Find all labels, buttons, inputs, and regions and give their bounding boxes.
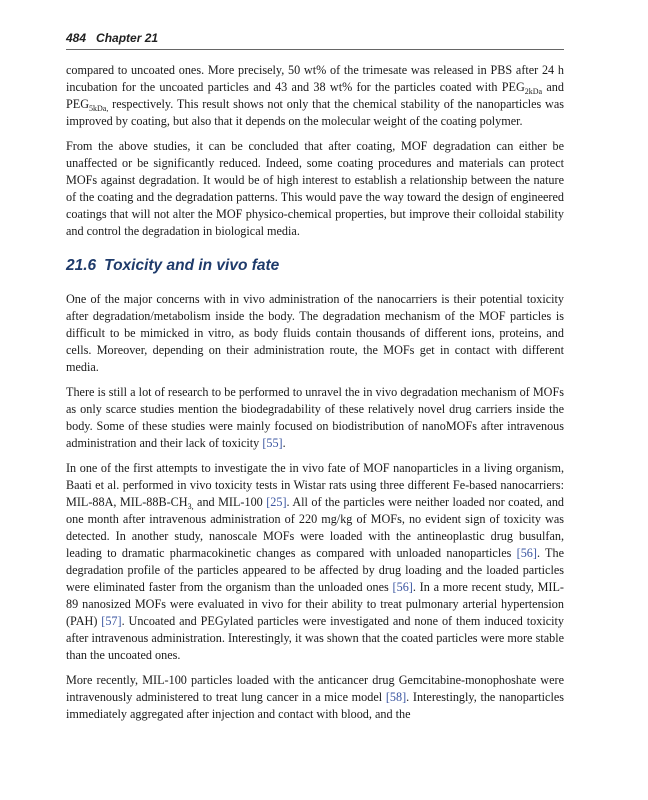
paragraph-research-needs xyxy=(66,384,564,452)
chapter-label: Chapter 21 xyxy=(96,31,159,45)
text-run: and MIL-100 xyxy=(193,495,267,509)
text-run: In one of the first attempts to investigate the in vivo fate of MOF nanoparticles in a living organism, Baati et al. performed in vivo toxicity tests in Wistar rats using three different Fe-based nanocarriers: MIL-88A, MIL-88B-CH xyxy=(66,461,564,509)
text-run: . All of the particles were neither loaded nor coated, and one month after intravenous administration of 220 mg/kg of MOFs, no evident sign of toxicity was detected. In another study, nanoscale MOFs were loaded with the antineoplastic drug busulfan, leading to dramatic pharmacokinetic changes as compared with unloaded nanoparticles xyxy=(66,495,565,560)
citation-link[interactable]: [56] xyxy=(392,580,413,594)
text-run: . The degradation profile of the particles appeared to be affected by drug loading and the loaded particles were eliminated faster from the organism than the unloaded ones xyxy=(66,546,564,594)
text-run: More recently, MIL-100 particles loaded with the anticancer drug Gemcitabine-monophoshate were intravenously administered to treat lung cancer in a mice model xyxy=(66,673,564,704)
paragraph-conclusion: From the above studies, it can be concluded that after coating, MOF degradation can either be unaffected or be significantly reduced. Indeed, some coating procedures and materials can protect MOFs against degradation. It would be of high interest to establish a relationship between the nature of the coating and the degradation patterns. This would pave the way toward the design of engineered coatings that will not alter the MOF physico-chemical properties, but improve their colloidal stability and control the degradation in biological media. xyxy=(66,139,564,238)
section-heading xyxy=(66,256,564,276)
text-run: There is still a lot of research to be performed to unravel the in vivo degradation mechanism of MOFs as only scarce studies mention the biodegradability of these relatively novel drug carriers inside the body. Some of these studies were mainly focused on biodistribution of nanoMOFs after intravenous administration and their lack of toxicity xyxy=(66,385,564,450)
running-header xyxy=(66,31,564,50)
page-number: 484 xyxy=(66,31,87,45)
paragraph-recent-study xyxy=(66,672,564,723)
paragraph-coating-results xyxy=(66,62,564,130)
subscript: 2kDa xyxy=(524,87,543,96)
citation-link[interactable]: [58] xyxy=(385,690,407,704)
text-run: . Uncoated and PEGylated particles were investigated and none of them induced toxicity after intravenous administration. Interestingly, it was shown that the coated particles were more stable than the uncoated ones. xyxy=(66,614,564,662)
citation-link[interactable]: [57] xyxy=(101,614,122,628)
text-run: respectively. This result shows not only that the chemical stability of the nanoparticles was improved by coating, but also that it depends on the molecular weight of the coating polymer. xyxy=(66,97,564,128)
citation-link[interactable]: [25] xyxy=(266,495,287,509)
text-run: and PEG xyxy=(66,80,564,111)
subscript: 5kDa, xyxy=(89,104,109,113)
body-text xyxy=(66,62,564,731)
citation-link[interactable]: [55] xyxy=(262,436,283,450)
paragraph-in-vivo-studies xyxy=(66,460,564,664)
text-run: . Interestingly, the nanoparticles immediately aggregated after injection and contact with blood, and the xyxy=(66,690,564,721)
text-run: . xyxy=(282,436,286,450)
text-run: compared to uncoated ones. More precisely, 50 wt% of the trimesate was released in PBS after 24 h incubation for the uncoated particles and 43 and 38 wt% for the particles coated with PEG xyxy=(66,63,564,94)
citation-link[interactable]: [56] xyxy=(516,546,537,560)
section-number: 21.6 xyxy=(66,257,97,274)
section-title: Toxicity and in vivo fate xyxy=(104,257,280,274)
subscript: 3, xyxy=(187,502,194,511)
paragraph-toxicity-concerns: One of the major concerns with in vivo administration of the nanocarriers is their potential toxicity after degradation/metabolism inside the body. The degradation mechanism of the MOF particles is difficult to be mimicked in vitro, as body fluids contain thousands of different ions, proteins, and cells. Moreover, depending on their administration route, the MOFs get in contact with different media. xyxy=(66,292,564,374)
text-run: . In a more recent study, MIL-89 nanosized MOFs were evaluated in vivo for their ability to treat pulmonary arterial hypertension (PAH) xyxy=(66,580,564,628)
